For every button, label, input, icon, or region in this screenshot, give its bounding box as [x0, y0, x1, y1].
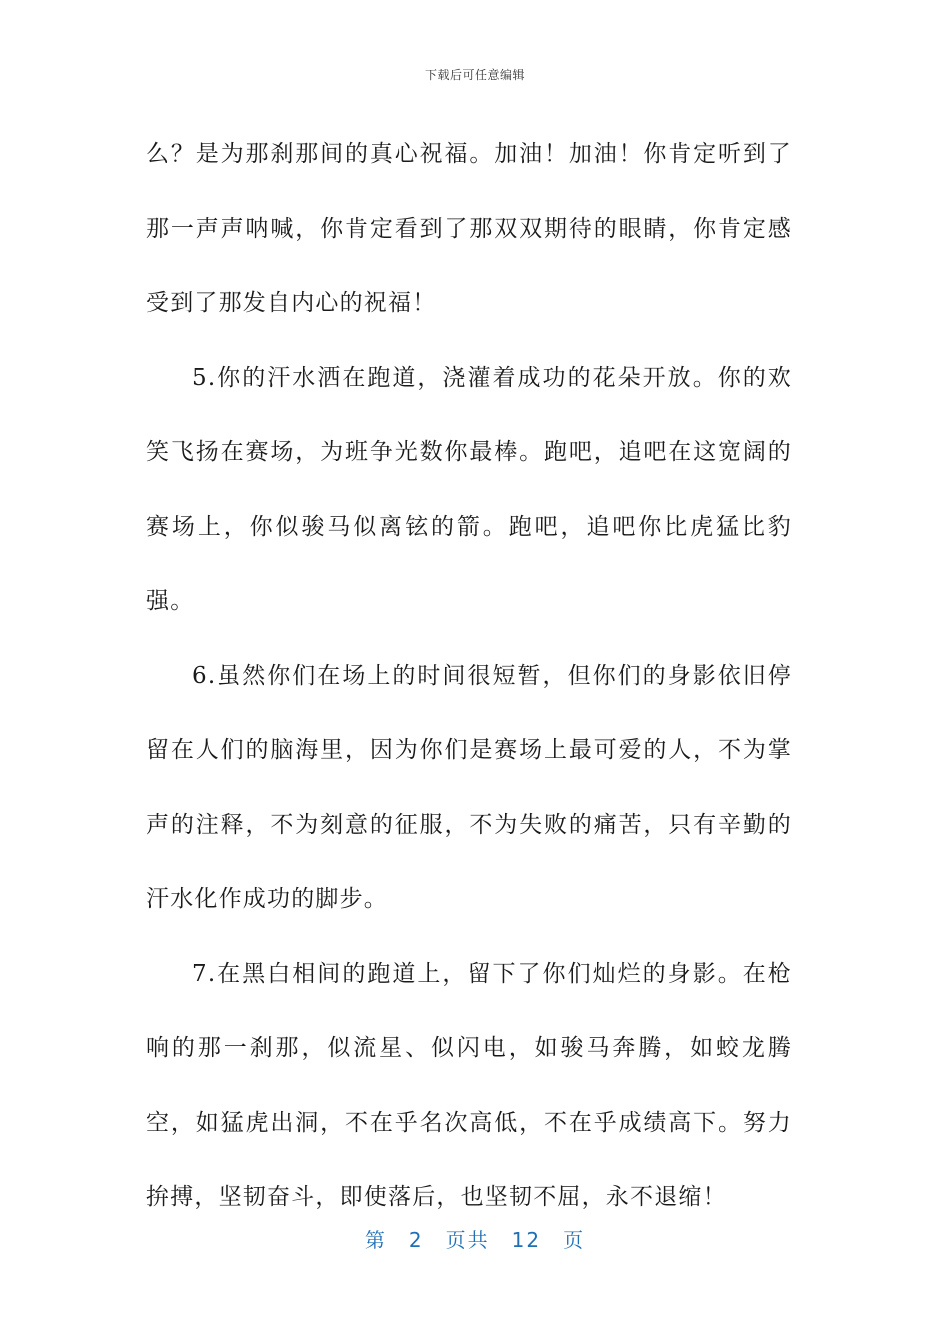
paragraph-item-5: 5.你的汗水洒在跑道，浇灌着成功的花朵开放。你的欢笑飞扬在赛场，为班争光数你最棒。跑吧，追吧在这宽阔的赛场上，你似骏马似离铉的箭。跑吧，追吧你比虎猛比豹强。: [146, 364, 792, 614]
page-footer: [0, 1224, 950, 1253]
footer-total-pages: 12: [511, 1228, 542, 1252]
header-text: 下载后可任意编辑: [424, 68, 525, 82]
paragraph-item-7: 7.在黑白相间的跑道上，留下了你们灿烂的身影。在枪响的那一刹那，似流星、似闪电，如骏马奔腾，如蛟龙腾空，如猛虎出洞，不在乎名次高低，不在乎成绩高下。努力拚搏，坚韧奋斗，即使落后，也坚韧不屈，永不退缩！: [146, 960, 792, 1210]
footer-current-page: 2: [408, 1228, 424, 1252]
footer-prefix: 第: [364, 1228, 387, 1252]
paragraph-item-6: 6.虽然你们在场上的时间很短暂，但你们的身影依旧停留在人们的脑海里，因为你们是赛场上最可爱的人，不为掌声的注释，不为刻意的征服，不为失败的痛苦，只有辛勤的汗水化作成功的脚步。: [146, 662, 792, 912]
page-header: [0, 66, 950, 83]
footer-suffix: 页: [563, 1228, 586, 1252]
document-body: [146, 117, 792, 1235]
paragraph-continued: 么？是为那刹那间的真心祝福。加油！加油！你肯定听到了那一声声呐喊，你肯定看到了那双双期待的眼睛，你肯定感受到了那发自内心的祝福！: [146, 141, 792, 316]
footer-middle: 页共: [445, 1228, 490, 1252]
